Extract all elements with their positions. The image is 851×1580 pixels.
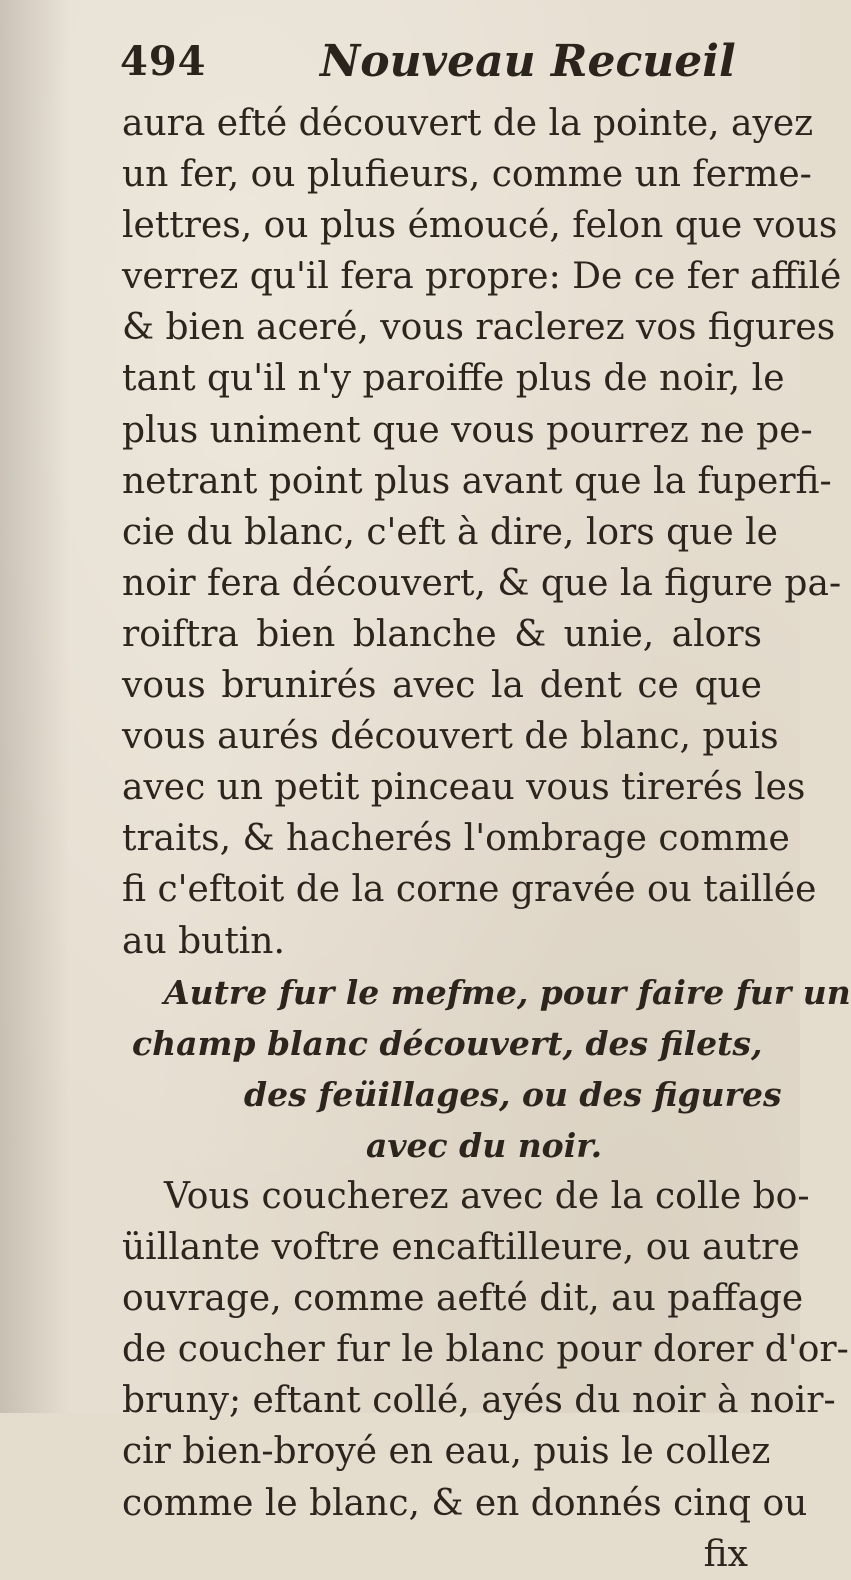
- text-line: cie du blanc, c'eft à dire, lors que le: [122, 511, 778, 553]
- text-line: netrant point plus avant que la fuperfi-: [122, 460, 832, 502]
- heading-line: avec du noir.: [366, 1125, 603, 1165]
- paragraph-2: [122, 1171, 849, 1529]
- text-line: vous aurés découvert de blanc, puis: [122, 716, 779, 758]
- text-line: fi c'eftoit de la corne gravée ou taillée: [122, 869, 817, 911]
- heading-line: champ blanc découvert, des filets,: [132, 1023, 763, 1063]
- text-line: lettres, ou plus émoucé, felon que vous: [122, 205, 838, 247]
- page-number: 494: [120, 38, 207, 85]
- running-title: Nouveau Recueil: [320, 36, 736, 87]
- text-line: traits, & hacherés l'ombrage comme: [122, 818, 790, 860]
- text-line: bruny; eftant collé, ayés du noir à noir-: [122, 1380, 836, 1422]
- text-line: un fer, ou plufieurs, comme un ferme-: [122, 154, 812, 196]
- page-gutter-shadow: [0, 0, 70, 1413]
- paragraph-1: [122, 98, 842, 967]
- text-line-last: au butin.: [122, 920, 285, 962]
- body-text: [122, 98, 851, 1580]
- text-line-first: Vous coucherez avec de la colle bo-: [164, 1175, 810, 1217]
- text-line: de coucher fur le blanc pour dorer d'or-: [122, 1329, 849, 1371]
- text-line: cir bien-broyé en eau, puis le collez: [122, 1431, 771, 1473]
- text-line: vous brunirés avec la dent ce que: [122, 665, 762, 707]
- text-line: roiftra bien blanche & unie, alors: [122, 613, 762, 655]
- text-line: noir fera découvert, & que la figure pa-: [122, 562, 842, 604]
- text-line: & bien aceré, vous raclerez vos figures: [122, 307, 836, 349]
- text-line: verrez qu'il fera propre: De ce fer affilé: [122, 256, 842, 298]
- text-line: ouvrage, comme aefté dit, au paffage: [122, 1278, 804, 1320]
- heading-line: des feüillages, ou des figures: [244, 1074, 782, 1114]
- catchword: fix: [703, 1533, 748, 1575]
- page-header: [120, 30, 740, 90]
- text-line: tant qu'il n'y paroiffe plus de noir, le: [122, 358, 785, 400]
- heading-line: Autre fur le mefme, pour faire fur un: [164, 972, 851, 1012]
- text-line: aura efté découvert de la pointe, ayez: [122, 103, 814, 144]
- text-line: avec un petit pinceau vous tirerés les: [122, 767, 806, 809]
- text-line: comme le blanc, & en donnés cinq ou: [122, 1482, 808, 1524]
- text-line: üillante voftre encaftilleure, ou autre: [122, 1227, 800, 1269]
- section-heading: [122, 967, 851, 1171]
- text-line: plus uniment que vous pourrez ne pe-: [122, 409, 813, 451]
